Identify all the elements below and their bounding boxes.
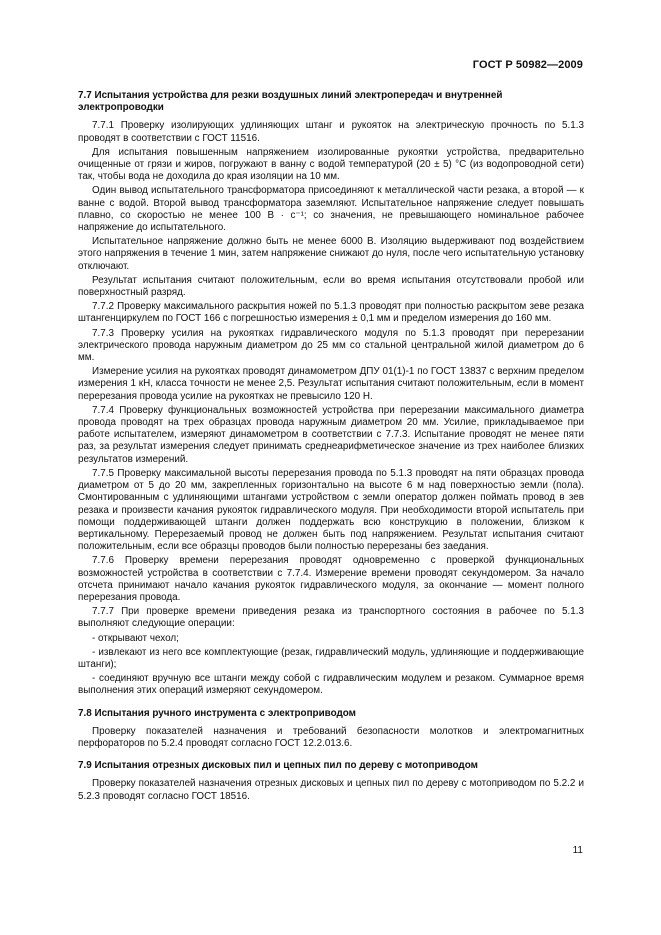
paragraph: Один вывод испытательного трансформатора присоединяют к металлической части резака, а второй — к ванне с водой. Второй вывод трансформатора заземляют. Испытательное напряжение следует повышать плавно, со скоростью не менее 100 В · с⁻¹; со значения, не превышающего номинальное рабочее напряжение до испытательного. bbox=[78, 185, 584, 234]
paragraph: Для испытания повышенным напряжением изолированные рукоятки устройства, предварительно очищенные от грязи и жиров, погружают в ванну с водой температурой (20 ± 5) °С (из водопроводной сети) так, чтобы вода не доходила до края изоляции на 10 мм. bbox=[78, 146, 584, 183]
document-body bbox=[78, 88, 584, 805]
paragraph: 7.7.2 Проверку максимального раскрытия ножей по 5.1.3 проводят при полностью раскрытом зеве резака штангенциркулем по ГОСТ 166 с погрешностью измерения ± 0,1 мм и пределом измерения до 160 мм. bbox=[78, 301, 584, 325]
paragraph: 7.7.4 Проверку функциональных возможностей устройства при перерезании максимального диаметра провода проводят на трех образцах провода наружным диаметром 20 мм. Усилие, прикладываемое при работе испытателем, измеряют динамометром в соответствии с 7.7.3. Испытание проводят не менее пяти раз, за результат измерения следует принимать среднеарифметическое значение из трех наиболее близких результатов измерений. bbox=[78, 404, 584, 465]
paragraph: 7.7.1 Проверку изолирующих удлиняющих штанг и рукояток на электрическую прочность по 5.1.3 проводят в соответствии с ГОСТ 11516. bbox=[78, 120, 584, 144]
paragraph: Измерение усилия на рукоятках проводят динамометром ДПУ 01(1)-1 по ГОСТ 13837 с верхним пределом измерения 1 кН, класса точности не менее 2,5. Результат испытания считают положительным, если в момент перерезания провода усилие на рукоятках не превысило 120 Н. bbox=[78, 366, 584, 402]
document-header: ГОСТ Р 50982—2009 bbox=[472, 59, 583, 71]
list-item: - извлекают из него все комплектующие (резак, гидравлический модуль, удлиняющие и поддерживающие штанги); bbox=[78, 646, 584, 670]
paragraph: 7.7.5 Проверку максимальной высоты перерезания провода по 5.1.3 проводят на пяти образцах провода диаметром от 5 до 20 мм, закрепленных горизонтально на высоте 6 м над поверхностью земли (пола). Смонтированным с удлиняющими штангами устройством с земли оператор должен поймать провод в зев резака и произвести качания рукояток гидравлического модуля. При необходимости второй испытатель при помощи поддерживающей штанги должен поддержать всю конструкцию в положении, близком к вертикальному. Перерезаемый провод не должен быть под напряжением. Результат испытания считают положительным, если все образцы проводов были полностью перерезаны без заедания. bbox=[78, 467, 584, 553]
section-heading-7-9: 7.9 Испытания отрезных дисковых пил и цепных пил по дереву с мотоприводом bbox=[78, 760, 478, 772]
section-heading-7-8: 7.8 Испытания ручного инструмента с электроприводом bbox=[78, 707, 356, 719]
paragraph: 7.7.6 Проверку времени перерезания проводят одновременно с проверкой функциональных возможностей устройства в соответствии с 7.7.4. Измерение времени проводят секундомером. За начало отсчета принимают начало качания рукояток гидравлического модуля, за окончание — момент полного перерезания провода. bbox=[78, 555, 584, 603]
page-number: 11 bbox=[572, 845, 583, 856]
list-item: - открывают чехол; bbox=[92, 632, 179, 644]
paragraph: Результат испытания считают положительным, если во время испытания отсутствовали пробой или поверхностный разряд. bbox=[78, 274, 584, 299]
paragraph: 7.7.3 Проверку усилия на рукоятках гидравлического модуля по 5.1.3 проводят при перерезании электрического провода наружным диаметром до 25 мм со стальной центральной жилой диаметром до 6 мм. bbox=[78, 327, 584, 364]
paragraph: Испытательное напряжение должно быть не менее 6000 В. Изоляцию выдерживают под воздействием этого напряжения в течение 1 мин, затем напряжение снижают до нуля, после чего испытательную установку отключают. bbox=[78, 236, 584, 272]
paragraph: Проверку показателей назначения отрезных дисковых и цепных пил по дереву с мотоприводом по 5.2.2 и 5.2.3 проводят согласно ГОСТ 18516. bbox=[78, 778, 584, 802]
paragraph: 7.7.7 При проверке времени приведения резака из транспортного состояния в рабочее по 5.1.3 выполняют следующие операции: bbox=[78, 606, 584, 630]
paragraph: Проверку показателей назначения и требований безопасности молотков и электромагнитных перфораторов по 5.2.4 проводят согласно ГОСТ 12.2.013.6. bbox=[78, 725, 584, 749]
section-heading-7-7: 7.7 Испытания устройства для резки воздушных линий электропередач и внутренней электропроводки bbox=[78, 90, 503, 114]
list-item: - соединяют вручную все штанги между собой с гидравлическим модулем и резаком. Суммарное время выполнения этих операций измеряют секундомером. bbox=[78, 673, 584, 697]
